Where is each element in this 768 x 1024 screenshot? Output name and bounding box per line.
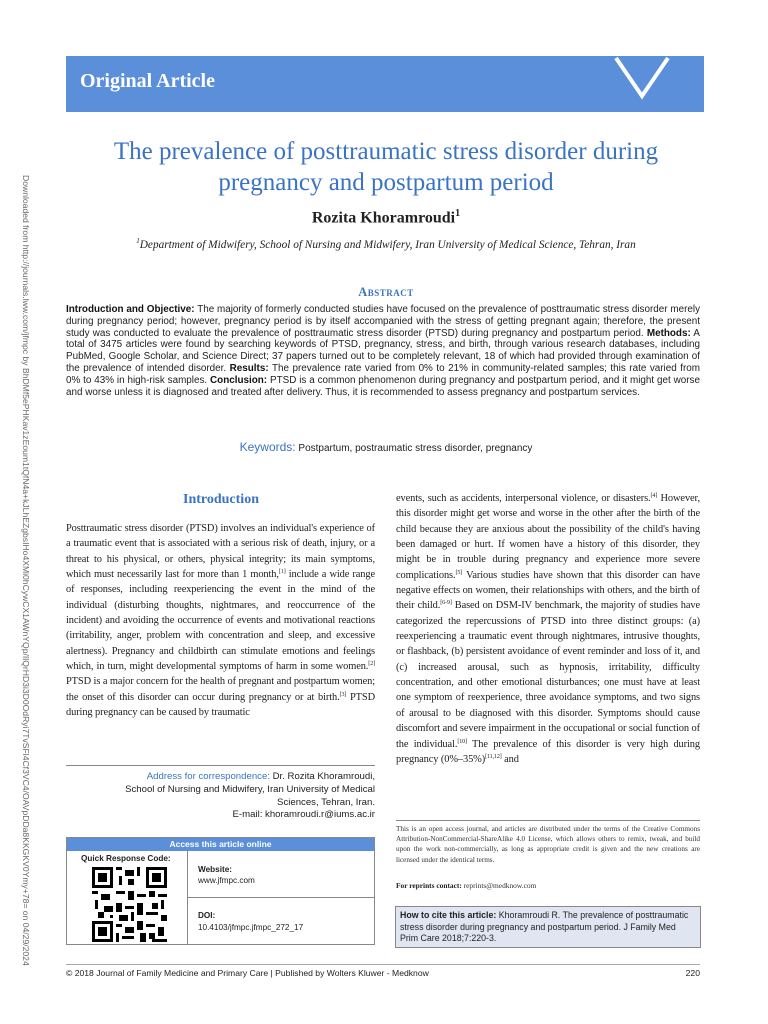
download-watermark-text: Downloaded from http://journals.lww.com/jfmpc by BhDMf5ePHKav1zEoum1tQfN4a+kJLhEZgbsIHo4XMi0hCywCX1AWnYQp/IlQrHD3i3D0OdRyi7TvSFl4Cf3VC4/OAVpDDa8KKGKV0Ymy+78= on 04/29/2024	[21, 175, 31, 966]
introduction-right-column	[396, 491, 700, 767]
footer-copyright: © 2018 Journal of Family Medicine and Primary Care | Published by Wolters Kluwer - Medknow	[66, 968, 429, 978]
body-text: Various studies have shown that this disorder can have negative effects on women, their relationships with others, and the birth of their child.	[396, 569, 700, 612]
access-divider-horizontal	[187, 897, 374, 898]
keywords-text: Postpartum, postraumatic stress disorder, pregnancy	[295, 443, 533, 454]
correspondence-divider	[66, 765, 375, 766]
body-text: Posttraumatic stress disorder (PTSD) involves an individual's experience of a traumatic event that is associated with a serious risk of death, injury, or a threat to his physical, or others, physical integrity; its main symptoms, which must necessarily last for more than 1 month,	[66, 523, 375, 581]
reprints-line	[396, 881, 700, 890]
how-to-cite-box	[395, 906, 701, 948]
correspondence-line-1	[66, 771, 375, 784]
citation-ref: [4]	[650, 493, 658, 499]
body-text: The prevalence of this disorder is very high during pregnancy (0%–35%)	[396, 738, 700, 765]
access-online-box	[66, 837, 375, 945]
affiliation	[66, 237, 706, 251]
footer-divider	[66, 964, 700, 965]
author-name: Rozita Khoramroudi	[311, 209, 456, 227]
keywords	[66, 440, 706, 454]
doi-link[interactable]: 10.4103/jfmpc.jfmpc_272_17	[198, 923, 304, 932]
abstract-methods-label: Methods:	[646, 327, 691, 339]
citation-ref: [5]	[455, 569, 463, 576]
body-text: However, this disorder might get worse and worse in the other after the birth of the child because they are anxious about the possibility of the child's having been damaged or hurt. If women have a history of this disorder, they might be in trouble during pregnancy and experience more severe complications.	[396, 493, 700, 581]
body-text: PTSD is a major concern for the health of pregnant and postpartum women; the onset of this disorder can occur during pregnancy or at birth.	[66, 676, 375, 703]
qr-label: Quick Response Code:	[81, 854, 171, 863]
paper-title: The prevalence of posttraumatic stress disorder during pregnancy and postpartum period	[113, 138, 659, 196]
citation-ref: [6-9]	[440, 600, 452, 607]
license-divider	[396, 820, 700, 821]
article-type-banner	[66, 56, 704, 112]
abstract-results-label: Results:	[229, 362, 269, 374]
correspondence-block	[66, 771, 375, 822]
reprints-label: For reprints contact:	[396, 881, 462, 890]
citation-ref: [11,12]	[485, 753, 502, 760]
abstract-intro-label: Introduction and Objective:	[66, 304, 195, 315]
page-number: 220	[685, 968, 700, 978]
citation-ref: [2]	[368, 661, 375, 668]
license-text: This is an open access journal, and articles are distributed under the terms of the Creative Commons Attribution-NonCommercial-ShareAlike 4.0 License, which allows others to remix, tweak, and build upon the work non-commercially, as long as appropriate credit is given and the new creations are licensed under the identical terms.	[396, 825, 700, 864]
how-to-cite-label: How to cite this article:	[400, 910, 497, 920]
correspondence-label: Address for correspondence:	[146, 771, 270, 782]
introduction-left-column	[66, 521, 375, 720]
website-link[interactable]: www.jfmpc.com	[198, 876, 255, 885]
affiliation-mark: 1	[136, 237, 140, 245]
author	[66, 208, 706, 227]
correspondence-line-3: Sciences, Tehran, Iran.	[277, 796, 375, 808]
body-text: and	[501, 753, 519, 765]
access-header: Access this article online	[67, 838, 374, 851]
abstract-conclusion-label: Conclusion:	[210, 374, 268, 386]
how-to-cite-text: Khoramroudi R. The prevalence of posttraumatic stress disorder during pregnancy and postpartum period. J Family Med Prim Care 2018;7:220-3.	[400, 910, 689, 943]
affiliation-text: Department of Midwifery, School of Nursing and Midwifery, Iran University of Medical Science, Tehran, Iran	[139, 238, 636, 251]
download-watermark	[5, 175, 31, 966]
abstract-methods-text: A total of 3475 articles were found by searching keywords of PTSD, pregnancy, stress, and birth, through various research databases, including PubMed, Google Scholar, and Science Direct; 37 papers turned out to be completely relevant, 18 of which had provided through examination of the prevalence of intended disorder.	[66, 327, 700, 374]
correspondence-name: Dr. Rozita Khoramroudi,	[269, 771, 375, 782]
abstract-intro-text: The majority of formerly conducted studies have focused on the prevalence of posttraumatic stress disorder merely during pregnancy period; however, pregnancy period is by itself accompanied with the stress of getting pregnant again; therefore, the present study was conducted to evaluate the prevalence of posttraumatic stress disorder (PTSD) during pregnancy and postpartum period.	[66, 304, 701, 339]
body-text: events, such as accidents, interpersonal violence, or disasters.	[396, 493, 651, 504]
abstract-body	[66, 304, 700, 398]
abstract-conclusion-text: PTSD is a common phenomenon during pregnancy and postpartum period, and it might get worse and worse unless it is diagnosed and treated after delivery. Thus, it is recommended to assess pregnancy and postpartum services.	[66, 374, 700, 398]
body-text: include a wide range of responses, including reexperiencing the event in the mind of the individual (disturbing thoughts, nightmares, and reoccurrence of the incident) and avoiding the occurrence of events and motivational reactions (irritability, anger, problem with concentration and sleep, and excessive alertness). Pregnancy and childbirth can stimulate emotions and feelings which, in turn, might developmental symptoms of harm in some women.	[66, 569, 375, 673]
keywords-label: Keywords:	[239, 440, 296, 454]
website-label: Website:	[198, 865, 232, 874]
reprints-email[interactable]: reprints@medknow.com	[461, 881, 537, 890]
citation-ref: [1]	[278, 569, 286, 576]
citation-ref: [10]	[457, 738, 467, 745]
abstract-results-text: The prevalence rate varied from 0% to 21% in community-related samples; this rate varied from 0% to 43% in high-risk samples.	[66, 362, 700, 386]
article-type-label: Original Article	[80, 70, 215, 92]
banner-notch-icon	[614, 56, 670, 112]
body-text: Based on DSM-IV benchmark, the majority of studies have categorized the repercussions of PTSD into three distinct groups: (a) reexperiencing a traumatic event through nightmares, intrusive thoughts, or flashback, (b) persistent avoidance of event reminder and loss of it, and (c) increased arousal, such as hypnosis, irritability, difficulty concentration, and other emotional disturbances; one must have at least one symptom of reexperience, three avoidance symptoms, and two signs of arousal to be diagnosed with this disorder. Symptoms should cause discomfort and severe impairment in the occupational or social function of the individual.	[396, 600, 700, 750]
doi-label: DOI:	[198, 911, 216, 920]
author-affiliation-mark: 1	[455, 208, 461, 219]
correspondence-email[interactable]: E-mail: khoramroudi.r@iums.ac.ir	[232, 809, 375, 821]
body-text: PTSD during pregnancy can be caused by traumatic	[66, 691, 376, 719]
citation-ref: [3]	[339, 691, 347, 698]
abstract-heading: Abstract	[358, 285, 414, 299]
introduction-heading: Introduction	[183, 492, 259, 507]
correspondence-line-2: School of Nursing and Midwifery, Iran University of Medical	[125, 783, 375, 795]
qr-code-icon[interactable]	[92, 867, 167, 942]
